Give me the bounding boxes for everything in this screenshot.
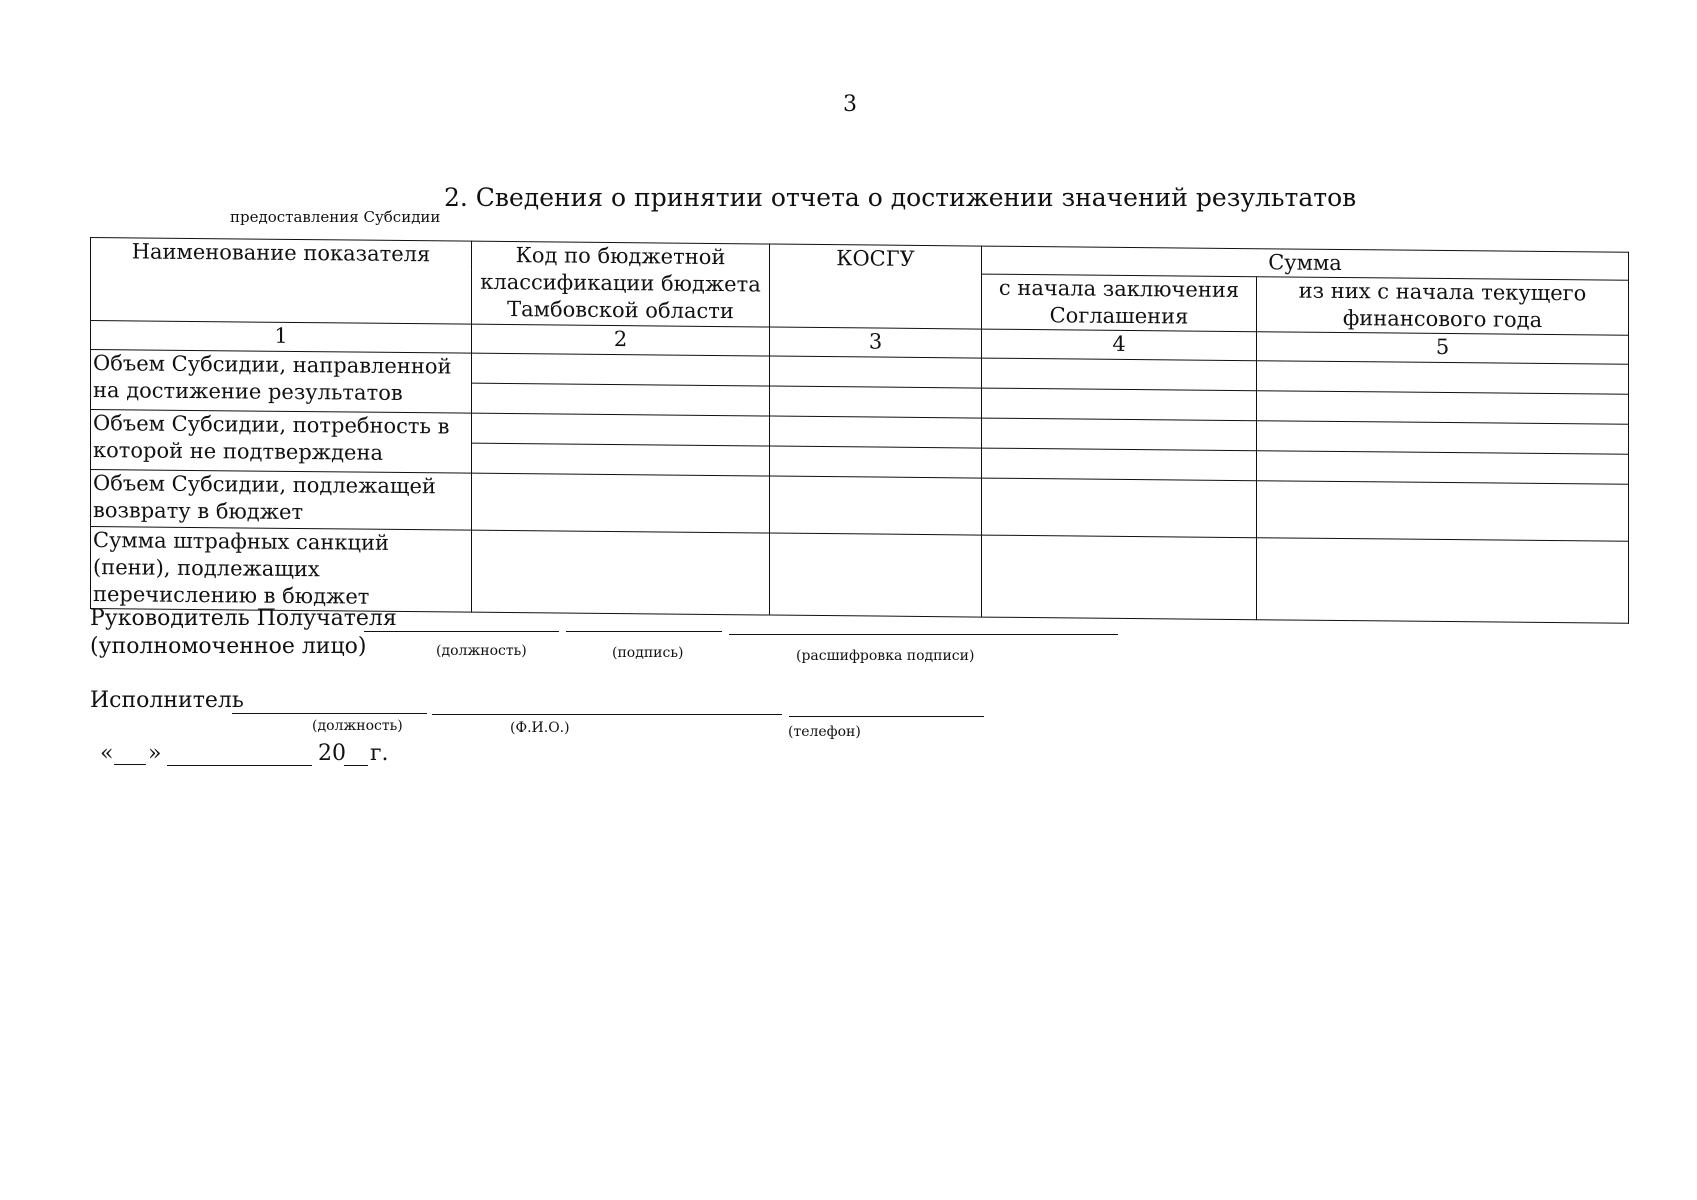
page-number: 3 xyxy=(843,92,857,117)
head-name-line[interactable] xyxy=(729,634,1118,635)
table-cell[interactable] xyxy=(982,478,1257,538)
table-cell[interactable] xyxy=(472,383,770,416)
row-label: Объем Субсидии, потребность в которой не подтверждена xyxy=(91,410,472,474)
row-label: Объем Субсидии, подлежащей возврату в бюджет xyxy=(91,470,472,531)
table-cell[interactable] xyxy=(1257,481,1629,542)
header-sum-current-year: из них с начала текущего финансового года xyxy=(1257,277,1629,336)
table-cell[interactable] xyxy=(770,476,982,535)
executor-caption-name: (Ф.И.О.) xyxy=(510,720,570,736)
table-cell[interactable] xyxy=(982,418,1257,451)
executor-caption-position: (должность) xyxy=(312,718,403,734)
date-year-suffix: г. xyxy=(370,741,389,766)
head-label: Руководитель Получателя xyxy=(90,606,397,631)
head-sub-label: (уполномоченное лицо) xyxy=(90,634,367,659)
table-cell[interactable] xyxy=(472,353,770,386)
table-cell[interactable] xyxy=(472,473,770,533)
row-label: Объем Субсидии, направленной на достижение результатов xyxy=(91,350,472,414)
head-caption-signature: (подпись) xyxy=(612,645,684,661)
table-cell[interactable] xyxy=(1257,451,1629,485)
row-label: Сумма штрафных санкций (пени), подлежащих перечислению в бюджет xyxy=(91,527,472,613)
date-close-quote: » xyxy=(148,741,162,766)
table-cell[interactable] xyxy=(1257,361,1629,395)
table-cell[interactable] xyxy=(982,388,1257,421)
column-number: 2 xyxy=(472,324,770,356)
table-cell[interactable] xyxy=(1257,421,1629,455)
executor-phone-line[interactable] xyxy=(789,716,984,717)
executor-label: Исполнитель xyxy=(90,688,244,713)
table-cell[interactable] xyxy=(1257,391,1629,425)
table-cell[interactable] xyxy=(982,358,1257,391)
header-indicator: Наименование показателя xyxy=(91,238,472,325)
table-cell[interactable] xyxy=(982,448,1257,481)
date-day-line[interactable] xyxy=(114,764,146,765)
head-caption-name: (расшифровка подписи) xyxy=(796,648,975,664)
table-cell[interactable] xyxy=(982,535,1257,620)
column-number: 5 xyxy=(1257,332,1629,365)
date-year-line[interactable] xyxy=(344,765,368,766)
column-number: 1 xyxy=(91,321,472,354)
table-cell[interactable] xyxy=(770,446,982,478)
table-cell[interactable] xyxy=(472,530,770,615)
table-cell[interactable] xyxy=(770,533,982,617)
table-cell[interactable] xyxy=(770,386,982,418)
table-cell[interactable] xyxy=(770,356,982,388)
executor-caption-phone: (телефон) xyxy=(788,724,861,740)
section-title: 2. Сведения о принятии отчета о достижении значений результатов xyxy=(444,183,1357,212)
table-cell[interactable] xyxy=(472,443,770,476)
header-sum: Сумма xyxy=(982,246,1629,280)
date-month-line[interactable] xyxy=(167,765,312,766)
head-position-line[interactable] xyxy=(364,631,559,632)
date-open-quote: « xyxy=(100,741,114,766)
table-cell[interactable] xyxy=(770,416,982,448)
head-signature-line[interactable] xyxy=(566,631,722,632)
head-caption-position: (должность) xyxy=(436,643,527,659)
header-sum-since-agreement: с начала заключения Соглашения xyxy=(982,274,1257,332)
header-kosgu: КОСГУ xyxy=(770,244,982,329)
report-table xyxy=(90,237,1629,624)
date-year-prefix: 20 xyxy=(318,741,346,766)
table-cell[interactable] xyxy=(472,413,770,446)
table-cell[interactable] xyxy=(1257,538,1629,624)
header-budget-code: Код по бюджетной классификации бюджета Тамбовской области xyxy=(472,241,770,327)
executor-position-line[interactable] xyxy=(232,713,427,714)
column-number: 3 xyxy=(770,327,982,358)
column-number: 4 xyxy=(982,329,1257,361)
executor-name-line[interactable] xyxy=(432,714,782,715)
section-subtitle: предоставления Субсидии xyxy=(230,208,441,226)
header-row xyxy=(91,238,1629,281)
